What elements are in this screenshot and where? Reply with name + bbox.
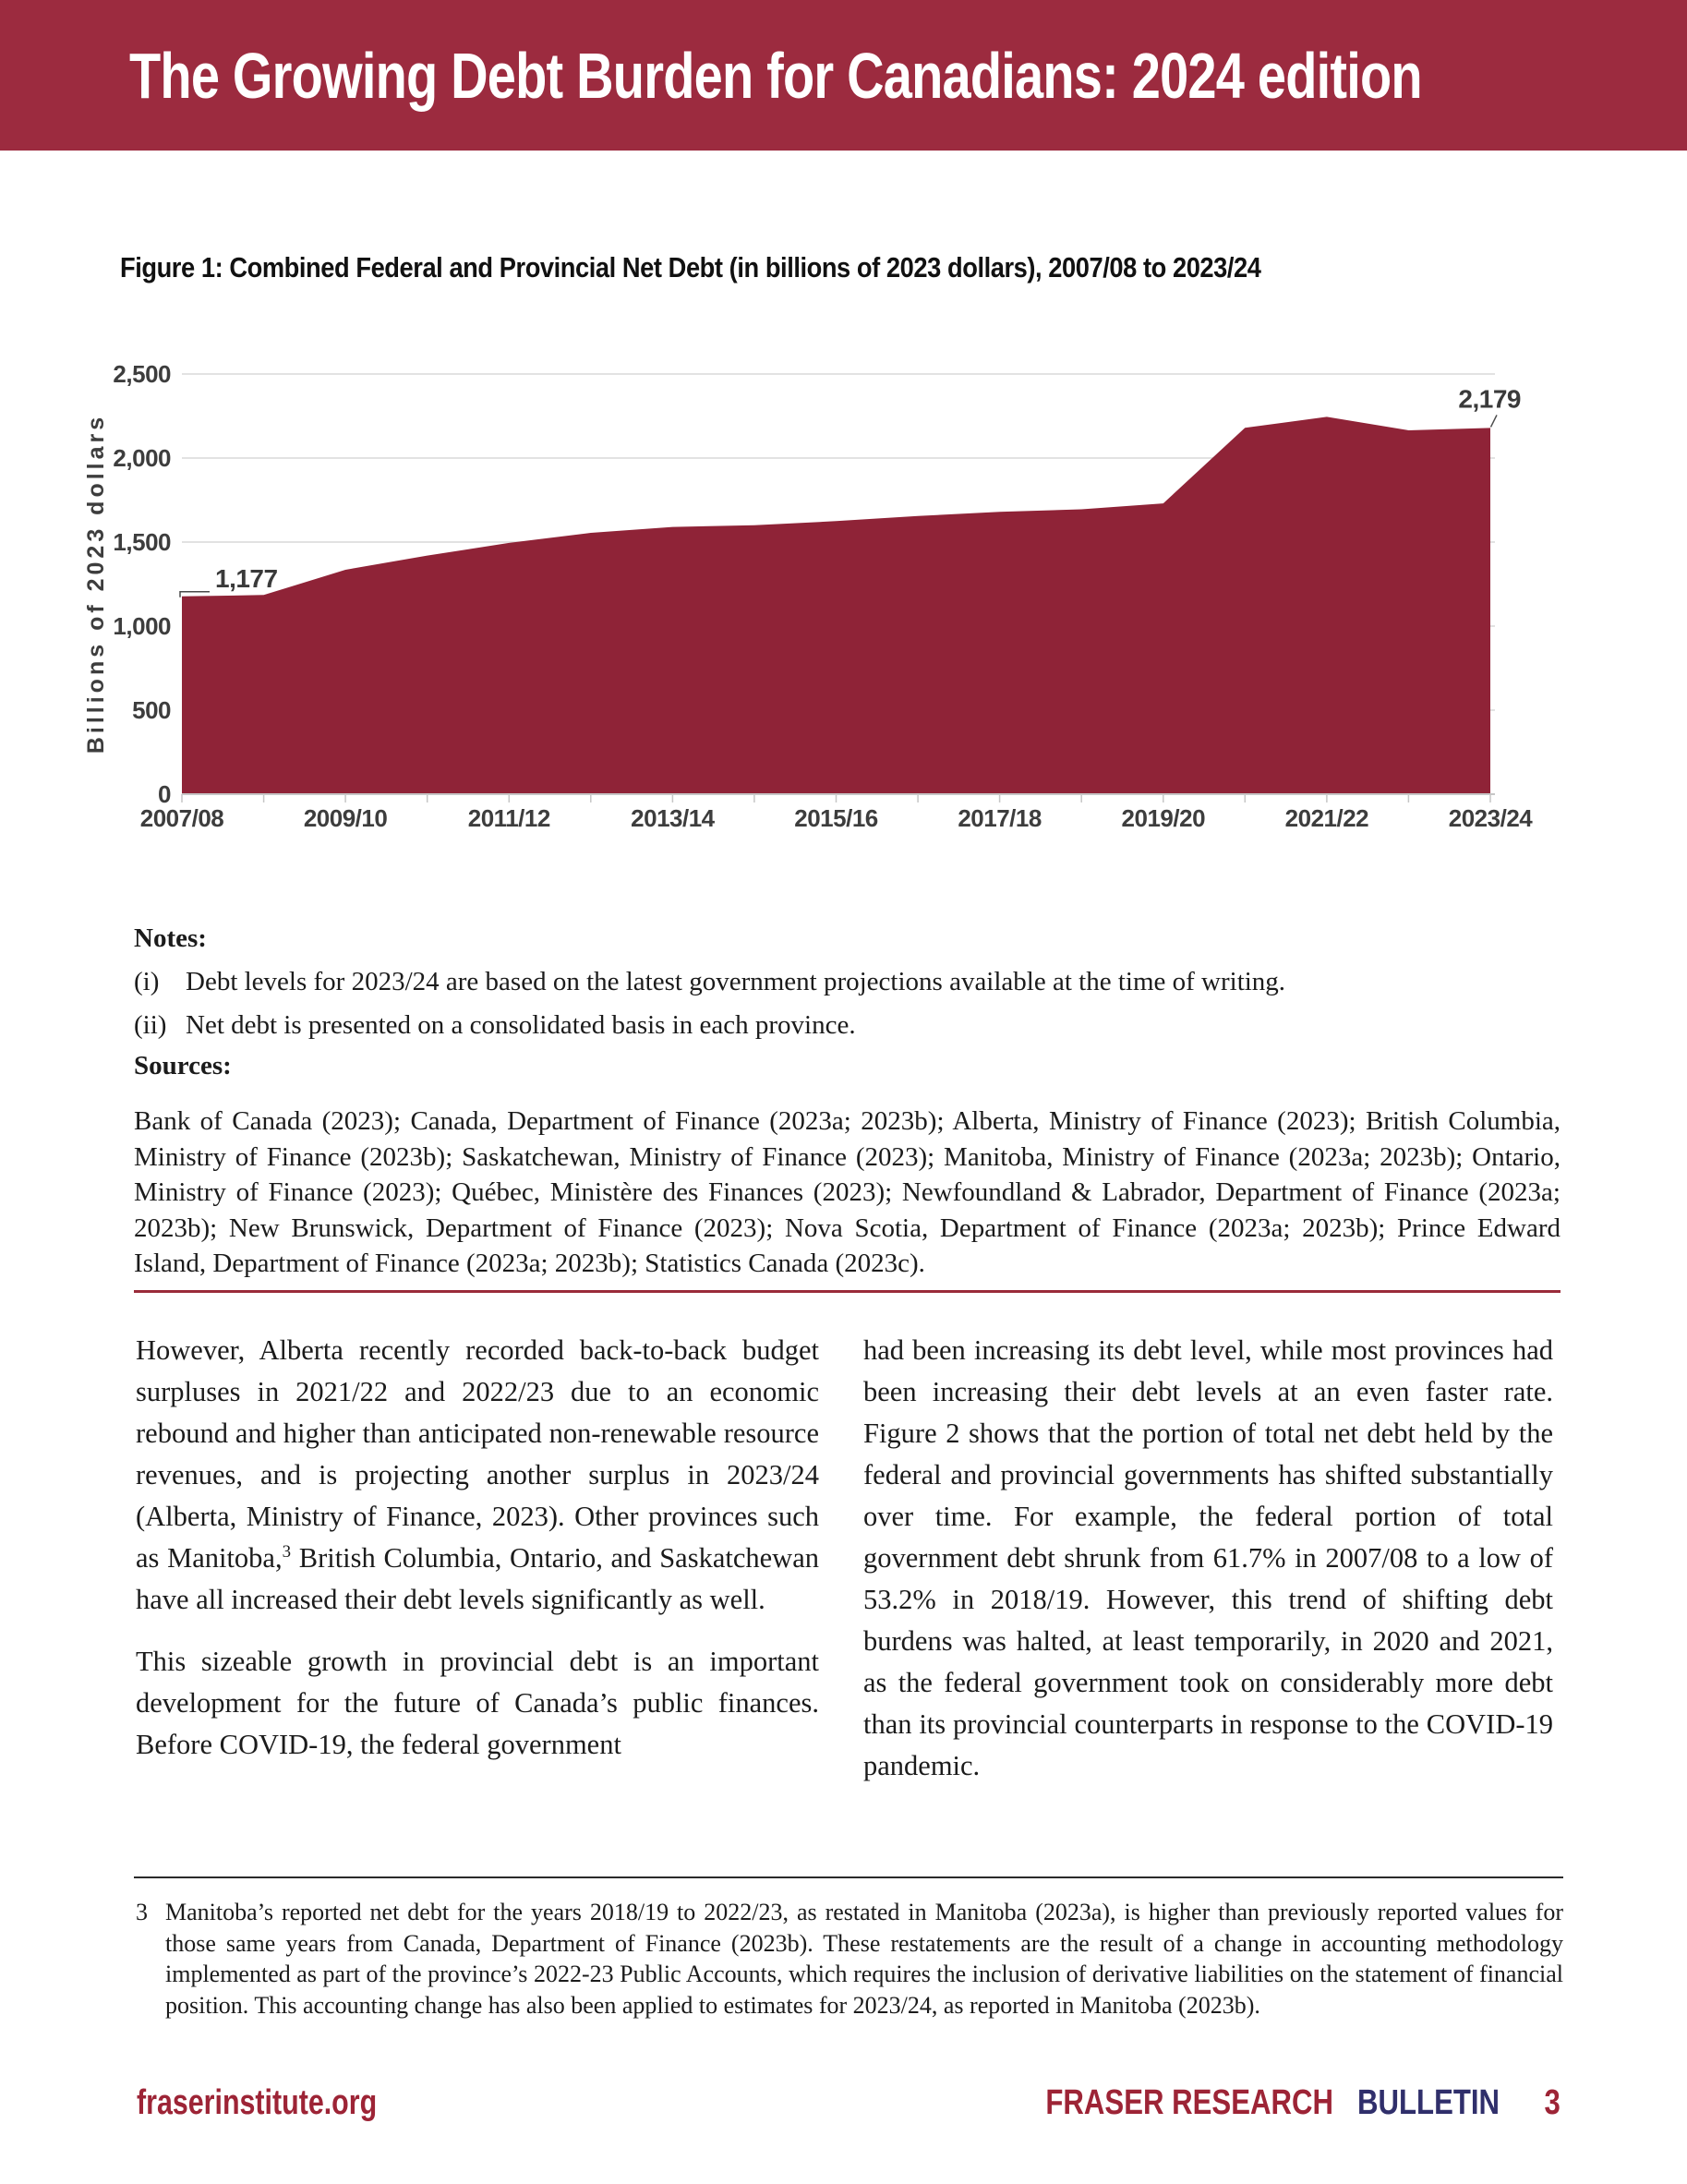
section-divider-rule [134,1290,1560,1293]
figure-title: Figure 1: Combined Federal and Provincial Net Debt (in billions of 2023 dollars), 2007/08 to 2023/24 [120,251,1261,284]
svg-text:2,179: 2,179 [1458,384,1521,414]
svg-text:2009/10: 2009/10 [303,804,388,832]
svg-text:2019/20: 2019/20 [1121,804,1206,832]
debt-area-chart [78,351,1570,900]
svg-text:2015/16: 2015/16 [794,804,878,832]
svg-text:1,000: 1,000 [113,612,171,640]
footnote-divider [134,1876,1563,1878]
sources-section [134,1051,1560,1282]
sources-text: Bank of Canada (2023); Canada, Department of Finance (2023a; 2023b); Alberta, Ministry of Finance (2023); British Columbia, Ministry of Finance (2023b); Saskatchewan, Ministry of Finance (2023); Manitoba, Ministry of Finance (2023a; 2023b); Ontario, Ministry of Finance (2023); Québec, Ministère des Finances (2023); Newfoundland & Labrador, Department of Finance (2023a; 2023b); New Brunswick, Department of Finance (2023); Nova Scotia, Department of Finance (2023a; 2023b); Prince Edward Island, Department of Finance (2023a; 2023b); Statistics Canada (2023c). [134,1106,1560,1278]
sources-heading: Sources: [134,1051,232,1080]
note-text: Debt levels for 2023/24 are based on the latest government projections available at the time of writing. [186,967,1286,996]
body-column-left [136,1330,819,1766]
footnote [134,1897,1563,2021]
page-footer [0,2083,1687,2139]
page-header-band [0,0,1687,151]
note-item [134,1010,1560,1041]
svg-text:0: 0 [158,780,171,808]
body-paragraph: This sizeable growth in provincial debt is an important development for the future of Canada’s public finances. Before COVID-19, the federal government [136,1646,819,1760]
svg-text:Billions of 2023 dollars: Billions of 2023 dollars [83,413,109,754]
svg-text:2,000: 2,000 [113,444,171,472]
note-item [134,967,1560,997]
notes-section [134,923,1560,1041]
svg-text:2007/08: 2007/08 [139,804,224,832]
notes-heading: Notes: [134,923,207,953]
svg-text:500: 500 [132,696,171,724]
bulletin-brand [1046,2083,1560,2123]
svg-text:2,500: 2,500 [113,360,171,388]
note-marker: (i) [134,967,160,996]
brand-fraser-research: FRASER RESEARCH [1045,2083,1334,2122]
svg-text:2011/12: 2011/12 [467,804,550,832]
footnote-number: 3 [136,1899,148,1925]
svg-text:1,177: 1,177 [215,563,278,593]
svg-text:1,500: 1,500 [113,528,171,556]
page-title: The Growing Debt Burden for Canadians: 2024 edition [129,39,1422,112]
page-number: 3 [1544,2083,1560,2122]
body-paragraph: had been increasing its debt level, while most provinces had been increasing their debt levels at an even faster rate. Figure 2 shows that the portion of total net debt held by the federal and provincial governments has shifted substantially over time. For example, the federal portion of total government debt shrunk from 61.7% in 2007/08 to a low of 53.2% in 2018/19. However, this trend of shifting debt burdens was halted, at least temporarily, in 2020 and 2021, as the federal government took on considerably more debt than its provincial counterparts in response to the COVID-19 pandemic. [863,1334,1553,1781]
svg-text:2021/22: 2021/22 [1284,804,1369,832]
footnote-text: Manitoba’s reported net debt for the years 2018/19 to 2022/23, as restated in Manitoba (2023a), is higher than previously reported values for those same years from Canada, Department of Finance (2023b). These restatements are the result of a change in accounting methodology implemented as part of the province’s 2022-23 Public Accounts, which requires the inclusion of derivative liabilities on the statement of financial position. This accounting change has also been applied to estimates for 2023/24, as reported in Manitoba (2023b). [165,1899,1563,2019]
body-column-right [863,1330,1553,1787]
svg-text:2017/18: 2017/18 [958,804,1042,832]
svg-text:2023/24: 2023/24 [1448,804,1533,832]
brand-bulletin: BULLETIN [1357,2083,1500,2122]
body-paragraph: However, Alberta recently recorded back-to-back budget surpluses in 2021/22 and 2022/23 due to an economic rebound and higher than anticipated non-renewable resource revenues, and is projecting another surplus in 2023/24 (Alberta, Ministry of Finance, 2023). Other provinces such as Manitoba,$^3$ British Columbia, Ontario, and Saskatchewan have all increased their debt levels significantly as well. [136,1334,819,1615]
svg-text:2013/14: 2013/14 [631,804,715,832]
website-link[interactable]: fraserinstitute.org [137,2083,378,2122]
footnote-reference: 3 [282,1541,292,1562]
note-marker: (ii) [134,1010,167,1040]
note-text: Net debt is presented on a consolidated basis in each province. [186,1010,856,1040]
